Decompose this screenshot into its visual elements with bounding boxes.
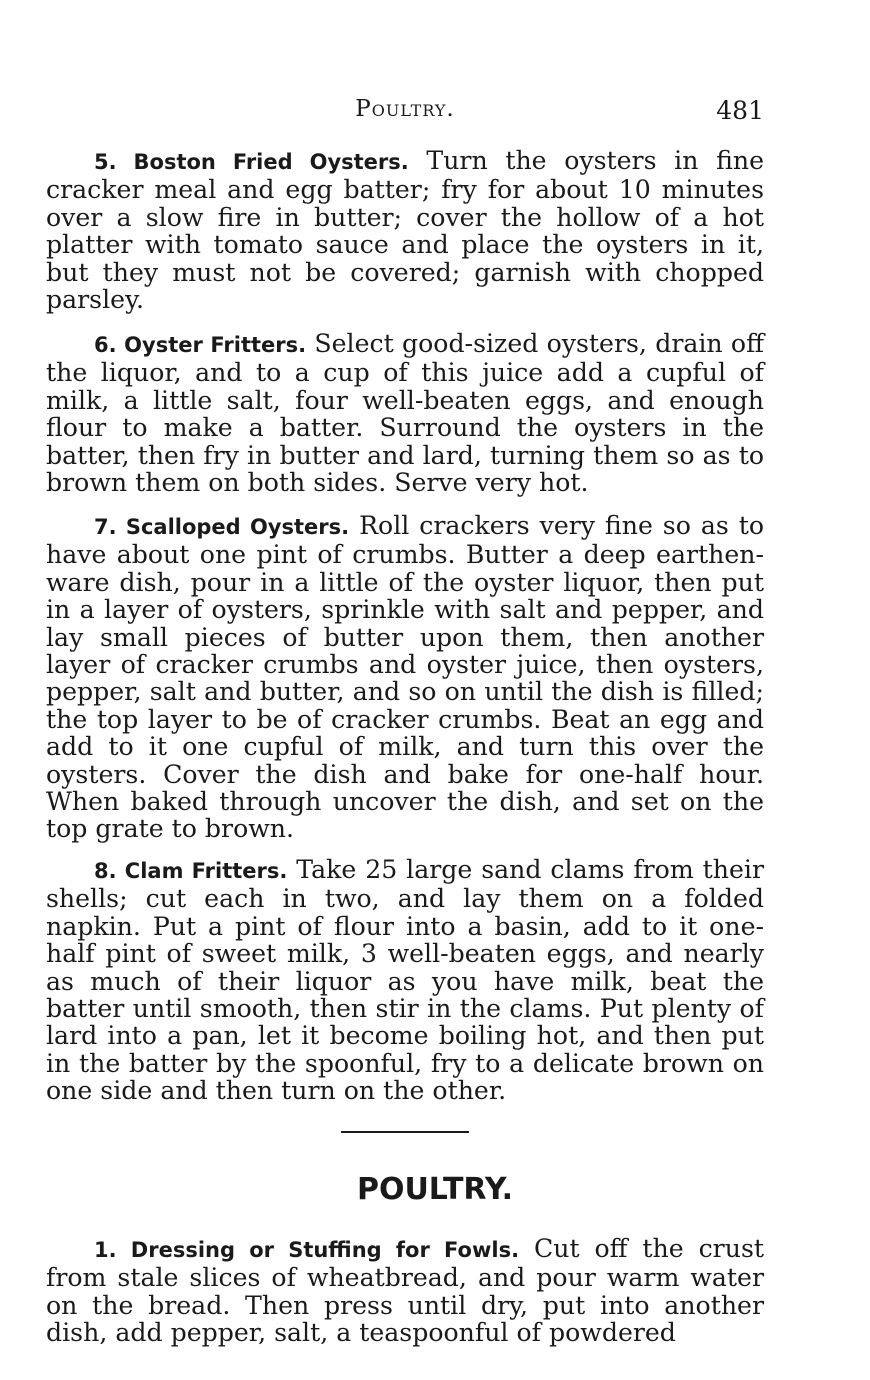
recipe-heading: 1. Dressing or Stuffing for Fowls. — [94, 1238, 520, 1262]
recipe-scalloped-oysters — [46, 512, 764, 843]
recipe-clam-fritters — [46, 856, 764, 1105]
recipe-body: Cut off the crust from stale slices of wheatbread, and pour warm water on the bread. Then press until dry, put into another dish, add pepper, salt, a teaspoonful of powdered — [46, 1234, 764, 1348]
recipe-heading: 5. Boston Fried Oysters. — [94, 150, 409, 174]
recipe-heading: 7. Scalloped Oysters. — [94, 515, 350, 539]
running-head — [46, 96, 764, 130]
recipe-body: Take 25 large sand clams from their shells; cut each in two, and lay them on a folded napkin. Put a pint of flour into a basin, add to it one-half pint of sweet milk, 3 well-beaten eggs, and nearly as much of their liquor as you have milk, beat the batter until smooth, then stir in the clams. Put plenty of lard into a pan, let it become boiling hot, and then put in the batter by the spoonful, fry to a delicate brown on one side and then turn on the other. — [46, 855, 764, 1106]
recipe-heading: 6. Oyster Fritters. — [94, 333, 307, 357]
running-title: Poultry. — [355, 96, 455, 122]
recipe-oyster-fritters — [46, 330, 764, 496]
recipe-heading: 8. Clam Fritters. — [94, 859, 288, 883]
recipe-body: Select good-sized oysters, drain off the liquor, and to a cup of this juice add a cupful of milk, a little salt, four well-beaten eggs, and enough flour to make a batter. Surround the oysters in the batter, then fry in butter and lard, turning them so as to brown them on both sides. Serve very hot. — [46, 329, 764, 498]
section-title: POULTRY. — [356, 1172, 514, 1207]
recipe-dressing-for-fowls — [46, 1235, 764, 1347]
recipe-body: Roll crackers very fine so as to have about one pint of crumbs. Butter a deep earthen-ware dish, pour in a little of the oyster liquor, then put in a layer of oysters, sprinkle with salt and pepper, and lay small pieces of butter upon them, then another layer of cracker crumbs and oyster juice, then oysters, pepper, salt and butter, and so on until the dish is filled; the top layer to be of cracker crumbs. Beat an egg and add to it one cupful of milk, and turn this over the oysters. Cover the dish and bake for one-half hour. When baked through uncover the dish, and set on the top grate to brown. — [46, 511, 764, 844]
recipe-body: Turn the oysters in fine cracker meal and egg batter; fry for about 10 minutes over a slow fire in butter; cover the hollow of a hot platter with tomato sauce and place the oysters in it, but they must not be covered; garnish with chopped parsley. — [46, 146, 765, 315]
recipe-boston-fried-oysters — [46, 147, 764, 313]
section-divider — [341, 1131, 469, 1133]
page-number: 481 — [716, 96, 764, 125]
